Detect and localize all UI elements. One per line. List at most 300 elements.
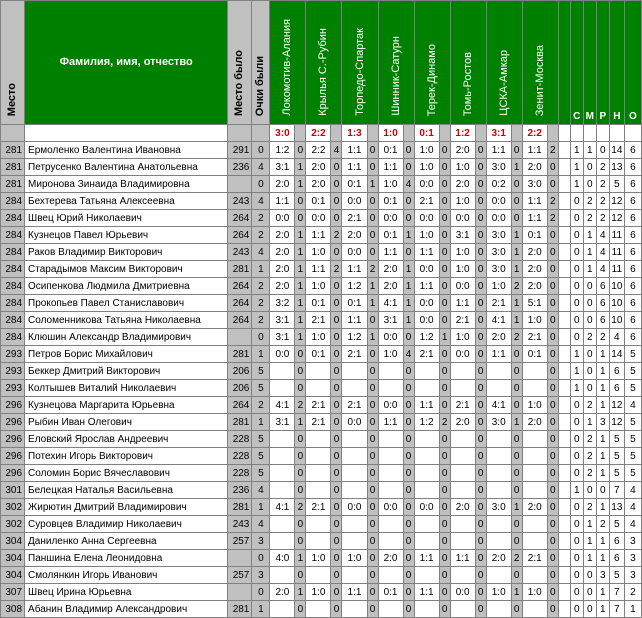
prediction-points-cell: 1: [295, 261, 306, 278]
prediction-cell: [342, 567, 367, 584]
prev-points-cell: 0: [252, 176, 270, 193]
prediction-points-cell: 1: [367, 329, 378, 346]
stat-cell: 2: [624, 584, 641, 601]
prediction-points-cell: 1: [367, 176, 378, 193]
prediction-points-cell: 0: [439, 397, 450, 414]
stat-cell: 0: [570, 312, 583, 329]
prev-place-cell: 236: [228, 482, 252, 499]
table-row: [1, 244, 642, 261]
prediction-cell: 1:1: [486, 346, 511, 363]
prediction-cell: 2:0: [378, 550, 403, 567]
prediction-cell: 1:1: [306, 261, 331, 278]
prediction-points-cell: 0: [331, 516, 342, 533]
prediction-points-cell: 0: [547, 584, 558, 601]
stat-cell: 4: [609, 329, 624, 346]
stat-cell: 1: [596, 550, 609, 567]
name-cell: Рыбин Иван Олегович: [25, 414, 228, 431]
prediction-points-cell: 0: [439, 261, 450, 278]
stat-cell: 0: [583, 380, 596, 397]
name-cell: Беккер Дмитрий Викторович: [25, 363, 228, 380]
prediction-cell: [306, 516, 331, 533]
prediction-points-cell: 4: [403, 346, 414, 363]
prediction-points-cell: 0: [547, 159, 558, 176]
stat-cell: 6: [624, 261, 641, 278]
prediction-points-cell: 0: [331, 346, 342, 363]
prediction-cell: 2:0: [522, 499, 547, 516]
prediction-points-cell: 0: [547, 397, 558, 414]
stat-cell: 1: [570, 363, 583, 380]
prediction-cell: 2:1: [486, 295, 511, 312]
stat-cell: 6: [596, 312, 609, 329]
prediction-points-cell: 0: [475, 159, 486, 176]
prediction-points-cell: 0: [331, 363, 342, 380]
spacer-cell: [558, 397, 570, 414]
prediction-cell: 1:1: [522, 193, 547, 210]
stat-cell: 2: [583, 329, 596, 346]
stat-cell: 0: [583, 278, 596, 295]
table-row: [1, 465, 642, 482]
stat-cell: 13: [609, 159, 624, 176]
place-cell: 281: [1, 142, 25, 159]
stat-header-o: О: [624, 1, 641, 125]
prediction-points-cell: 2: [331, 227, 342, 244]
prediction-cell: 0:0: [414, 210, 439, 227]
prediction-points-cell: 1: [295, 584, 306, 601]
stat-cell: 0: [570, 465, 583, 482]
prediction-points-cell: 0: [367, 142, 378, 159]
stat-cell: 5: [609, 516, 624, 533]
prediction-cell: 2:0: [522, 261, 547, 278]
stat-cell: 5: [624, 380, 641, 397]
prediction-points-cell: 0: [367, 601, 378, 618]
prediction-points-cell: 0: [331, 278, 342, 295]
prediction-points-cell: 1: [511, 261, 522, 278]
prev-points-cell: 2: [252, 227, 270, 244]
prediction-cell: [378, 448, 403, 465]
prediction-cell: [270, 516, 295, 533]
prediction-points-cell: 0: [403, 210, 414, 227]
prediction-points-cell: 0: [475, 550, 486, 567]
prediction-points-cell: 0: [331, 397, 342, 414]
prediction-cell: [522, 380, 547, 397]
prediction-cell: [342, 482, 367, 499]
table-row: [1, 329, 642, 346]
prediction-cell: 0:1: [378, 142, 403, 159]
spacer-cell: [558, 346, 570, 363]
prediction-cell: 2:0: [270, 278, 295, 295]
prediction-cell: 2:1: [306, 397, 331, 414]
prediction-points-cell: 0: [475, 414, 486, 431]
stat-cell: 0: [570, 533, 583, 550]
prediction-cell: [270, 380, 295, 397]
name-cell: Белецкая Наталья Васильевна: [25, 482, 228, 499]
stat-cell: 4: [624, 397, 641, 414]
prev-place-cell: 243: [228, 516, 252, 533]
name-cell: Швец Ирина Юрьевна: [25, 584, 228, 601]
prediction-cell: [270, 363, 295, 380]
name-cell: Кузнецов Павел Юрьевич: [25, 227, 228, 244]
prediction-cell: [414, 516, 439, 533]
prediction-points-cell: 0: [367, 584, 378, 601]
stat-cell: 1: [596, 499, 609, 516]
stat-cell: 6: [596, 278, 609, 295]
prediction-cell: 0:0: [378, 397, 403, 414]
prediction-cell: [486, 567, 511, 584]
prediction-points-cell: 0: [403, 244, 414, 261]
stat-cell: 4: [596, 227, 609, 244]
prediction-cell: [414, 482, 439, 499]
prev-place-cell: 257: [228, 567, 252, 584]
prediction-cell: [414, 567, 439, 584]
prediction-cell: 3:0: [522, 176, 547, 193]
prediction-cell: 1:0: [522, 397, 547, 414]
stat-cell: 6: [609, 550, 624, 567]
prediction-cell: 2:1: [414, 193, 439, 210]
table-row: [1, 159, 642, 176]
stat-cell: 1: [596, 533, 609, 550]
stat-cell: 6: [624, 176, 641, 193]
prediction-cell: 4:1: [486, 312, 511, 329]
match-header: Томь-Ростов: [450, 1, 486, 125]
prediction-cell: 3:1: [450, 227, 475, 244]
prev-points-cell: 4: [252, 482, 270, 499]
prediction-points-cell: 1: [295, 176, 306, 193]
spacer-cell: [558, 142, 570, 159]
prediction-points-cell: 0: [403, 193, 414, 210]
name-cell: Паншина Елена Леонидовна: [25, 550, 228, 567]
prediction-points-cell: 0: [367, 533, 378, 550]
prediction-cell: 1:1: [342, 261, 367, 278]
prediction-points-cell: 0: [367, 567, 378, 584]
table-row: [1, 601, 642, 618]
prev-points-cell: 5: [252, 448, 270, 465]
prediction-cell: 1:0: [342, 550, 367, 567]
prediction-points-cell: 0: [295, 363, 306, 380]
prediction-points-cell: 0: [475, 193, 486, 210]
blank-cell: [228, 125, 252, 142]
prediction-cell: 2:0: [450, 499, 475, 516]
name-cell: Суровцев Владимир Николаевич: [25, 516, 228, 533]
stat-cell: 0: [570, 584, 583, 601]
prediction-cell: 2:0: [522, 159, 547, 176]
stat-cell: 1: [570, 346, 583, 363]
match-result: 3:0: [270, 125, 295, 142]
prediction-points-cell: 1: [511, 295, 522, 312]
prediction-points-cell: 1: [367, 295, 378, 312]
prediction-cell: [378, 363, 403, 380]
stat-cell: 2: [583, 465, 596, 482]
stat-cell: 1: [596, 346, 609, 363]
prev-place-cell: 264: [228, 278, 252, 295]
prediction-cell: 1:1: [342, 312, 367, 329]
stat-cell: 0: [583, 601, 596, 618]
prediction-cell: [522, 465, 547, 482]
prediction-points-cell: 0: [547, 363, 558, 380]
prev-points-cell: 1: [252, 414, 270, 431]
prediction-cell: [414, 431, 439, 448]
prev-points-cell: 5: [252, 380, 270, 397]
prediction-points-cell: 0: [547, 295, 558, 312]
prediction-cell: 2:0: [378, 278, 403, 295]
prev-place-cell: 264: [228, 210, 252, 227]
stat-cell: 1: [596, 397, 609, 414]
prediction-cell: 1:0: [522, 312, 547, 329]
prediction-cell: [306, 448, 331, 465]
prediction-cell: [306, 482, 331, 499]
prediction-points-cell: 0: [367, 227, 378, 244]
prediction-cell: 2:0: [450, 142, 475, 159]
prediction-cell: 3:1: [270, 329, 295, 346]
prediction-points-cell: 0: [475, 516, 486, 533]
prediction-cell: [270, 431, 295, 448]
prediction-cell: 0:0: [414, 499, 439, 516]
prediction-points-cell: 0: [367, 414, 378, 431]
prediction-cell: [486, 601, 511, 618]
name-cell: Абанин Владимир Александрович: [25, 601, 228, 618]
prediction-points-cell: 0: [331, 329, 342, 346]
place-cell: 284: [1, 210, 25, 227]
prediction-cell: [306, 567, 331, 584]
prediction-points-cell: 0: [367, 312, 378, 329]
prev-place-cell: 264: [228, 397, 252, 414]
table-body: [1, 142, 642, 618]
spacer-cell: [558, 329, 570, 346]
prediction-points-cell: 2: [511, 550, 522, 567]
stat-cell: 11: [609, 227, 624, 244]
table-row: [1, 278, 642, 295]
place-cell: 296: [1, 465, 25, 482]
stat-cell: 0: [583, 295, 596, 312]
spacer-cell: [558, 550, 570, 567]
match-header: Локомотив-Алания: [270, 1, 306, 125]
prediction-points-cell: 0: [439, 142, 450, 159]
table-row: [1, 397, 642, 414]
prediction-points-cell: 0: [331, 550, 342, 567]
spacer-cell: [558, 159, 570, 176]
prediction-points-cell: 1: [295, 295, 306, 312]
prediction-cell: [486, 363, 511, 380]
prediction-cell: [486, 448, 511, 465]
prediction-points-cell: 1: [295, 312, 306, 329]
match-result: 1:2: [450, 125, 475, 142]
prediction-points-cell: 0: [475, 278, 486, 295]
prediction-points-cell: 2: [511, 278, 522, 295]
prediction-points-cell: 0: [331, 312, 342, 329]
stat-cell: 0: [570, 397, 583, 414]
prediction-points-cell: 0: [475, 261, 486, 278]
table-row: [1, 584, 642, 601]
spacer-cell: [558, 448, 570, 465]
prediction-points-cell: 0: [511, 482, 522, 499]
prediction-cell: 1:1: [414, 278, 439, 295]
prediction-points-cell: 0: [331, 295, 342, 312]
match-header: Зенит-Москва: [522, 1, 558, 125]
stat-cell: 3: [596, 414, 609, 431]
stat-cell: 2: [596, 193, 609, 210]
prediction-cell: 1:1: [414, 584, 439, 601]
stat-cell: 6: [609, 380, 624, 397]
prediction-points-cell: 0: [547, 346, 558, 363]
name-cell: Кузнецова Маргарита Юрьевна: [25, 397, 228, 414]
prediction-points-cell: 0: [439, 159, 450, 176]
prediction-cell: [306, 533, 331, 550]
prediction-cell: [378, 482, 403, 499]
prediction-cell: 1:0: [306, 584, 331, 601]
prediction-points-cell: 0: [403, 448, 414, 465]
stat-cell: 0: [570, 431, 583, 448]
prediction-cell: 0:0: [450, 346, 475, 363]
place-cell: 296: [1, 431, 25, 448]
stat-cell: 2: [596, 210, 609, 227]
prediction-cell: [378, 601, 403, 618]
prediction-cell: 0:0: [414, 312, 439, 329]
stat-cell: 10: [609, 312, 624, 329]
prediction-cell: [486, 380, 511, 397]
stat-cell: 0: [570, 227, 583, 244]
stat-cell: 2: [583, 210, 596, 227]
table-row: [1, 431, 642, 448]
place-cell: 308: [1, 601, 25, 618]
prediction-cell: 1:1: [378, 159, 403, 176]
spacer-cell: [558, 278, 570, 295]
prediction-points-cell: 0: [475, 295, 486, 312]
prediction-cell: 0:0: [342, 193, 367, 210]
stat-cell: 2: [596, 176, 609, 193]
prediction-points-cell: 0: [367, 448, 378, 465]
prediction-points-cell: 0: [403, 499, 414, 516]
prediction-cell: 0:0: [378, 210, 403, 227]
spacer-cell: [558, 482, 570, 499]
name-cell: Даниленко Анна Сергеевна: [25, 533, 228, 550]
prev-points-cell: 3: [252, 533, 270, 550]
prediction-cell: 0:0: [414, 261, 439, 278]
prediction-points-cell: 0: [331, 159, 342, 176]
prediction-points-cell: 0: [331, 210, 342, 227]
table-row: [1, 210, 642, 227]
prediction-points-cell: 0: [511, 431, 522, 448]
prediction-points-cell: 0: [547, 244, 558, 261]
prediction-points-cell: 1: [295, 414, 306, 431]
place-cell: 284: [1, 295, 25, 312]
prev-points-cell: 4: [252, 193, 270, 210]
stat-cell: 1: [583, 414, 596, 431]
prediction-points-cell: 0: [367, 482, 378, 499]
prediction-cell: [414, 465, 439, 482]
prev-points-cell: 4: [252, 516, 270, 533]
match-result: 3:1: [486, 125, 511, 142]
prev-points-cell: 0: [252, 142, 270, 159]
prediction-cell: 4:1: [378, 295, 403, 312]
stat-cell: 6: [596, 295, 609, 312]
place-cell: 307: [1, 584, 25, 601]
prediction-cell: [450, 465, 475, 482]
prediction-cell: 2:1: [522, 329, 547, 346]
match-header: Терек-Динамо: [414, 1, 450, 125]
match-header: Торпедо-Спартак: [342, 1, 378, 125]
prev-points-cell: 1: [252, 601, 270, 618]
prediction-cell: 2:0: [342, 227, 367, 244]
prediction-points-cell: 0: [511, 363, 522, 380]
table-row: [1, 363, 642, 380]
prediction-points-cell: 2: [295, 397, 306, 414]
prev-place-cell: 228: [228, 465, 252, 482]
prediction-points-cell: 0: [547, 567, 558, 584]
prediction-cell: [450, 482, 475, 499]
place-cell: 296: [1, 448, 25, 465]
name-cell: Раков Владимир Викторович: [25, 244, 228, 261]
stat-header-s: С: [570, 1, 583, 125]
prediction-points-cell: 1: [511, 312, 522, 329]
spacer-cell: [558, 210, 570, 227]
prediction-points-cell: 0: [403, 329, 414, 346]
prediction-cell: [270, 601, 295, 618]
prediction-cell: 3:0: [486, 414, 511, 431]
stat-cell: 5: [624, 414, 641, 431]
prediction-cell: [450, 448, 475, 465]
stat-cell: 0: [570, 516, 583, 533]
prev-place-cell: 243: [228, 244, 252, 261]
prediction-points-cell: 2: [547, 142, 558, 159]
stat-cell: 2: [596, 159, 609, 176]
prev-place-cell: 228: [228, 431, 252, 448]
prediction-points-cell: 1: [511, 227, 522, 244]
place-cell: 284: [1, 193, 25, 210]
prev-place-cell: 291: [228, 142, 252, 159]
prediction-cell: [342, 533, 367, 550]
prediction-cell: 1:0: [450, 193, 475, 210]
prediction-points-cell: 0: [439, 278, 450, 295]
prediction-points-cell: 0: [367, 465, 378, 482]
prediction-points-cell: 2: [439, 414, 450, 431]
prediction-points-cell: 0: [295, 601, 306, 618]
prev-points-cell: 0: [252, 329, 270, 346]
prediction-cell: 1:0: [522, 584, 547, 601]
stat-cell: 0: [596, 482, 609, 499]
prediction-points-cell: 0: [331, 533, 342, 550]
stat-cell: 0: [583, 159, 596, 176]
prev-place-header: Место было: [228, 1, 252, 125]
prediction-cell: 0:0: [414, 176, 439, 193]
stat-cell: 4: [624, 499, 641, 516]
prediction-points-cell: 1: [295, 159, 306, 176]
prediction-points-cell: 0: [331, 465, 342, 482]
table-row: [1, 380, 642, 397]
prediction-points-cell: 0: [439, 516, 450, 533]
stat-cell: 1: [583, 516, 596, 533]
prediction-points-cell: 0: [403, 584, 414, 601]
prediction-cell: [342, 465, 367, 482]
place-cell: 293: [1, 363, 25, 380]
prediction-points-cell: 0: [475, 448, 486, 465]
prediction-cell: [378, 465, 403, 482]
prediction-points-cell: 0: [475, 601, 486, 618]
prediction-cell: 1:0: [306, 278, 331, 295]
name-cell: Соломин Борис Вячеславович: [25, 465, 228, 482]
prediction-points-cell: 0: [403, 142, 414, 159]
stat-cell: 0: [570, 499, 583, 516]
prediction-points-cell: 0: [547, 329, 558, 346]
stat-cell: 0: [583, 567, 596, 584]
prediction-points-cell: 0: [331, 601, 342, 618]
spacer-cell: [558, 465, 570, 482]
prediction-points-cell: 0: [331, 380, 342, 397]
prediction-points-cell: 0: [367, 499, 378, 516]
prediction-cell: 1:1: [342, 142, 367, 159]
name-cell: Ермоленко Валентина Ивановна: [25, 142, 228, 159]
prediction-cell: [522, 601, 547, 618]
prediction-points-cell: 0: [367, 380, 378, 397]
prediction-points-cell: 1: [511, 159, 522, 176]
